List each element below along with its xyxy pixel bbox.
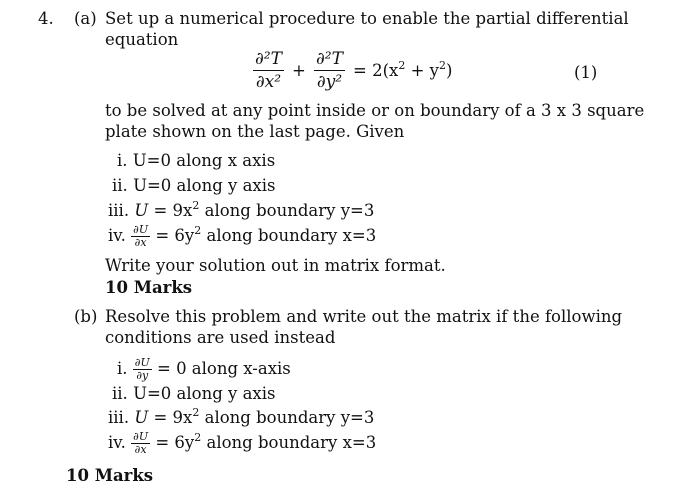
condition-eq: = 9x — [148, 201, 193, 220]
condition-lhs: U — [134, 408, 149, 427]
condition-exponent: 2 — [192, 406, 200, 419]
roman-numeral: i. — [117, 359, 128, 378]
part-a-body-line1: to be solved at any point inside or on boundary of a 3 x 3 square — [105, 101, 645, 120]
roman-numeral: iv. — [108, 226, 126, 245]
fraction-numerator: ∂²T — [315, 49, 343, 69]
question-number: 4. — [38, 9, 54, 28]
condition-text: U=0 along y axis — [133, 176, 276, 195]
part-b-intro-line2: conditions are used instead — [105, 328, 336, 347]
roman-numeral: i. — [117, 151, 128, 170]
part-a-condition-iii — [108, 201, 374, 221]
part-b-label: (b) — [74, 307, 98, 326]
fraction-numerator: ∂²T — [255, 49, 282, 69]
fraction-denominator: ∂y — [136, 369, 149, 382]
fraction-numerator: ∂U — [134, 356, 150, 369]
condition-lhs: U — [134, 201, 149, 220]
condition-exponent: 2 — [194, 224, 202, 237]
fraction-denominator: ∂x — [134, 443, 147, 456]
equation-rhs — [350, 58, 453, 80]
rhs-lead: = 2(x — [353, 60, 399, 80]
condition-text: = 0 along x-axis — [151, 359, 291, 378]
part-b-condition-ii — [112, 384, 275, 404]
fraction-d2t-dy2 — [314, 48, 345, 93]
plus-sign: + — [292, 60, 306, 80]
fraction-denominator: ∂y² — [316, 72, 343, 92]
roman-numeral: iii. — [108, 408, 130, 427]
roman-numeral: iii. — [108, 201, 130, 220]
condition-exponent: 2 — [192, 199, 200, 212]
condition-text: along boundary y=3 — [199, 408, 375, 427]
fraction-du-dx — [131, 431, 150, 456]
part-b-condition-iv — [108, 431, 376, 456]
roman-numeral: iv. — [108, 433, 126, 452]
part-b-condition-i — [117, 357, 291, 382]
part-a-marks: 10 Marks — [105, 278, 193, 297]
part-a-condition-iv — [108, 224, 376, 249]
part-a-intro-line2: equation — [105, 30, 179, 49]
part-a-intro-line1: Set up a numerical procedure to enable the partial differential — [105, 9, 629, 28]
rhs-exponent: 2 — [398, 58, 406, 72]
part-b-marks: 10 Marks — [66, 466, 154, 485]
condition-eq: = 6y — [150, 226, 195, 245]
part-a-condition-i — [117, 151, 275, 171]
roman-numeral: ii. — [112, 176, 128, 195]
condition-eq: = 6y — [150, 433, 195, 452]
rhs-end: ) — [445, 60, 453, 80]
rhs-exponent: 2 — [438, 58, 446, 72]
fraction-du-dx — [131, 224, 150, 249]
condition-exponent: 2 — [194, 431, 202, 444]
fraction-numerator: ∂U — [133, 430, 149, 443]
condition-text: along boundary y=3 — [199, 201, 375, 220]
fraction-du-dy — [133, 357, 152, 382]
part-a-label: (a) — [74, 9, 97, 28]
fraction-numerator: ∂U — [133, 223, 149, 236]
equation-number: (1) — [574, 63, 598, 82]
condition-text: U=0 along x axis — [132, 151, 276, 170]
rhs-middle: + y — [405, 60, 439, 80]
condition-text: along boundary x=3 — [201, 226, 377, 245]
part-a-instruction: Write your solution out in matrix format. — [105, 256, 446, 275]
fraction-d2t-dx2 — [253, 48, 284, 93]
fraction-denominator: ∂x — [134, 236, 147, 249]
condition-text: U=0 along y axis — [133, 384, 276, 403]
condition-text: along boundary x=3 — [201, 433, 377, 452]
fraction-denominator: ∂x² — [255, 72, 282, 92]
pde-equation — [253, 48, 452, 93]
roman-numeral: ii. — [112, 384, 128, 403]
part-a-condition-ii — [112, 176, 275, 196]
part-b-intro-line1: Resolve this problem and write out the matrix if the following — [105, 307, 623, 326]
part-b-condition-iii — [108, 408, 374, 428]
part-a-body-line2: plate shown on the last page. Given — [105, 122, 405, 141]
condition-eq: = 9x — [148, 408, 193, 427]
